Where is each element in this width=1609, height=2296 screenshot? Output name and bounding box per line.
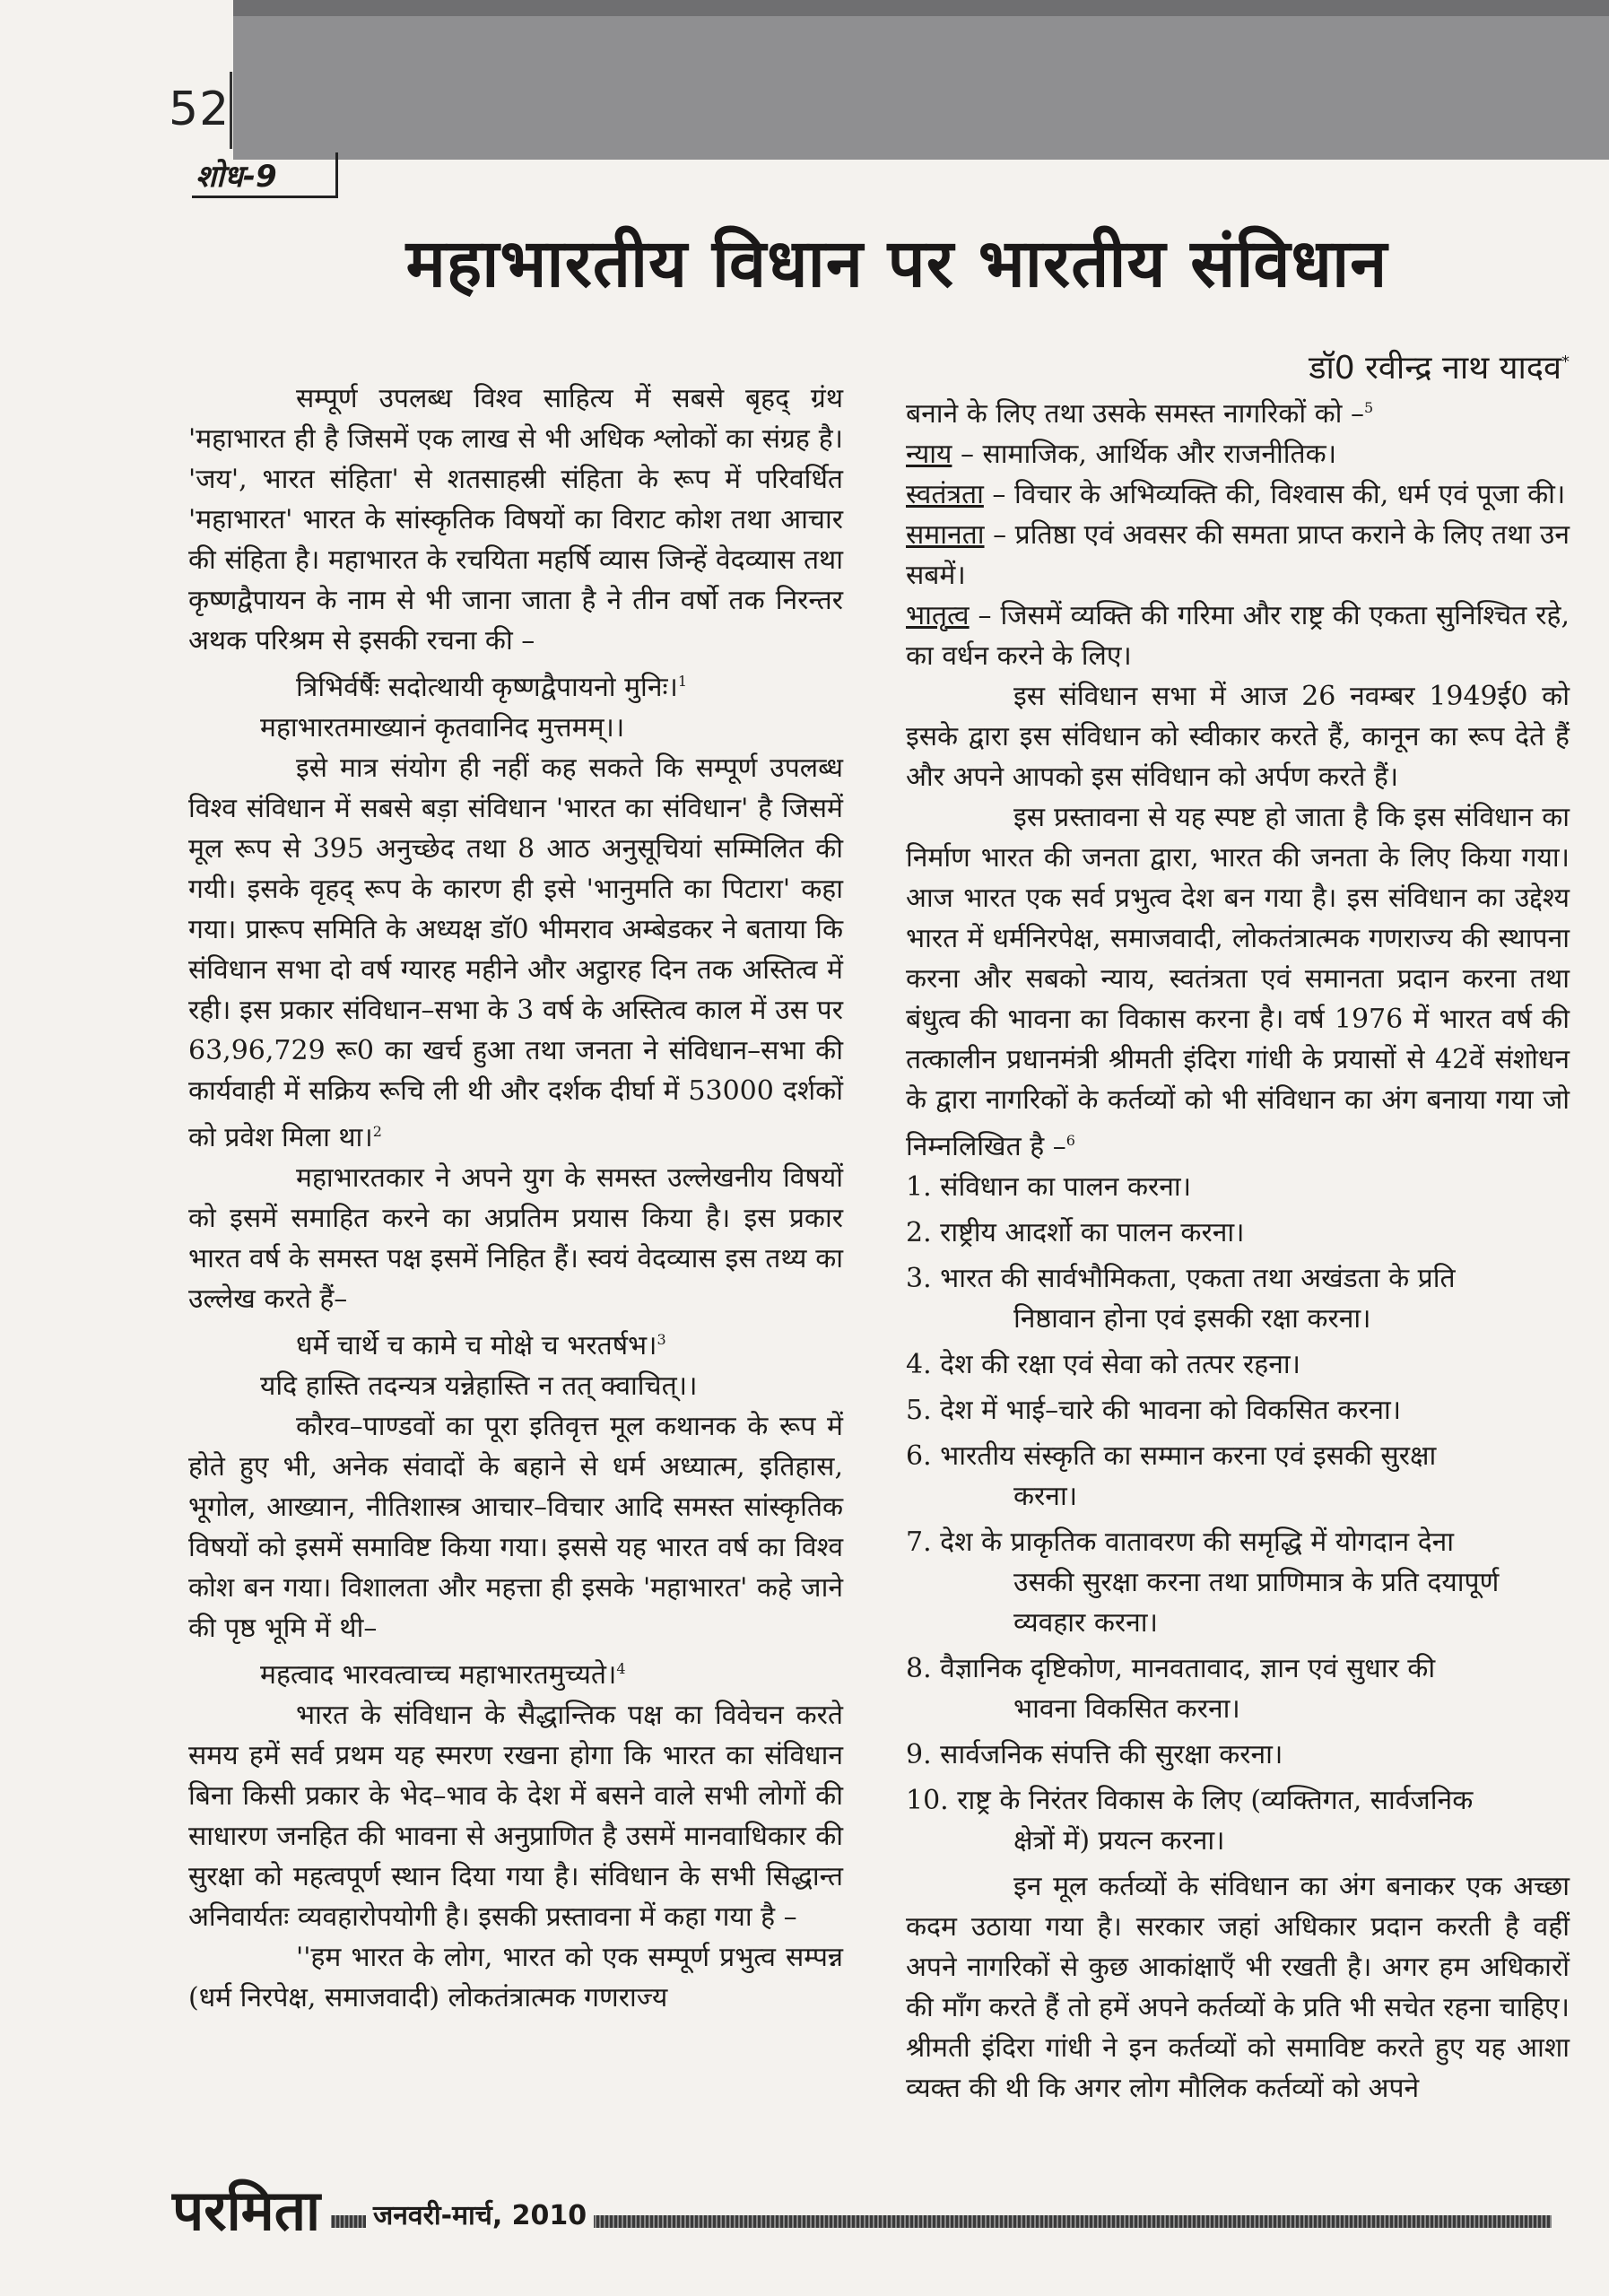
paragraph: सम्पूर्ण उपलब्ध विश्व साहित्य में सबसे बृहद् ग्रंथ 'महाभारत ही है जिसमें एक लाख से भी अधिक श्लोकों का संग्रह है। 'जय', भारत संहिता' से शतसाहस्री संहिता के रूप में परिवर्धित 'महाभारत' भारत के सांस्कृतिक विषयों का विराट कोश तथा आचार की संहिता है। महाभारत के रचयिता महर्षि व्यास जिन्हें वेदव्यास तथा कृष्णद्वैपायन के नाम से भी जाना जाता है ने तीन वर्षो तक निरन्तर अथक परिश्रम से इसकी रचना की – (188, 383, 843, 657)
author-line (1148, 344, 1570, 388)
paragraph: महाभारतकार ने अपने युग के समस्त उल्लेखनीय विषयों को इसमें समाहित करने का अप्रतिम प्रयास किया है। इस प्रकार भारत वर्ष के समस्त पक्ष इसमें निहित हैं। स्वयं वेदव्यास इस तथ्य का उल्लेख करते हैं– (188, 1162, 843, 1315)
paragraph: बनाने के लिए तथा उसके समस्त नागरिकों को –$^5$ (906, 398, 1374, 430)
footnote-ref: 2 (372, 1123, 382, 1140)
left-column (188, 378, 843, 2018)
verse-line: महाभारतमाख्यानं कृतवानिद मुत्तमम्।। (260, 712, 625, 744)
magazine-logo: परमिता (161, 2179, 331, 2242)
footnote-ref: 5 (1364, 399, 1374, 416)
author-name: डॉ0 रवीन्द्र नाथ यादव (1309, 350, 1561, 387)
section-tag: शोध-9 (196, 159, 277, 195)
header-band (233, 0, 1609, 160)
list-item: 2. राष्ट्रीय आदर्शो का पालन करना। (906, 1217, 1245, 1248)
article-title: महाभारतीय विधान पर भारतीय संविधान (405, 225, 1388, 302)
section-tag-rule-vertical (335, 152, 338, 197)
footnote-ref: 4 (616, 1660, 626, 1677)
issue-date: जनवरी-मार्च, 2010 (366, 2196, 594, 2232)
verse-line: धर्मे चार्थे च कामे च मोक्षे च भरतर्षभ।$^3$ (296, 1330, 666, 1361)
verse-line: महत्वाद भारवत्वाच्च महाभारतमुच्यते।$^4$ (260, 1659, 626, 1691)
term-fraternity: भातृत्व (906, 600, 970, 631)
paragraph: भारत के संविधान के सैद्धान्तिक पक्ष का विवेचन करते समय हमें सर्व प्रथम यह स्मरण रखना होगा कि भारत का संविधान बिना किसी प्रकार के भेद–भाव के देश में बसने वाले सभी लोगों की साधारण जनहित की भावना से अनुप्राणित है उसमें मानवाधिकार की सुरक्षा को महत्वपूर्ण स्थान दिया गया है। संविधान के सभी सिद्धान्त अनिवार्यतः व्यवहारोपयोगी है। इसकी प्रस्तावना में कहा गया है – (188, 1700, 843, 1933)
duties-list (906, 1167, 1570, 1861)
paragraph: इन मूल कर्तव्यों के संविधान का अंग बनाकर एक अच्छा कदम उठाया गया है। सरकार जहां अधिकार प्रदान करती है वहीं अपने नागरिकों से कुछ आकांक्षाएँ भी रखती है। अगर हम अधिकारों की माँग करते हैं तो हमें अपने कर्तव्यों के प्रति भी सचेत रहना चाहिए। श्रीमती इंदिरा गांधी ने इन कर्तव्यों को समाविष्ट करते हुए यह आशा व्यक्त की थी कि अगर लोग मौलिक कर्तव्यों को अपने (906, 1871, 1570, 2104)
footnote-ref: 6 (1065, 1132, 1075, 1149)
section-tag-rule-horizontal (192, 196, 338, 198)
preamble-equality: समानता – प्रतिष्ठा एवं अवसर की समता प्राप्त कराने के लिए तथा उन सबमें। (906, 519, 1570, 591)
term-justice: न्याय (906, 439, 952, 470)
page-number: 52 (169, 83, 230, 136)
page-number-divider (230, 72, 232, 149)
paragraph: इस संविधान सभा में आज 26 नवम्बर 1949ई0 को इसके द्वारा इस संविधान को स्वीकार करते हैं, कानून का रूप देते हैं और अपने आपको इस संविधान को अर्पण करते हैं। (906, 681, 1570, 793)
list-item: 7. देश के प्राकृतिक वातावरण की समृद्धि में योगदान देना उसकी सुरक्षा करना तथा प्राणिमात्र के प्रति दयापूर्ण व्यवहार करना। (906, 1526, 1500, 1639)
footnote-ref: 1 (677, 673, 688, 690)
header-band-edge (233, 0, 1609, 16)
term-equality: समानता (906, 519, 985, 551)
list-item: 4. देश की रक्षा एवं सेवा को तत्पर रहना। (906, 1349, 1301, 1380)
term-liberty: स्वतंत्रता (906, 479, 984, 510)
list-item: 8. वैज्ञानिक दृष्टिकोण, मानवतावाद, ज्ञान एवं सुधार की भावना विकसित करना। (906, 1653, 1436, 1725)
paragraph: इस प्रस्तावना से यह स्पष्ट हो जाता है कि इस संविधान का निर्माण भारत की जनता द्वारा, भारत की जनता के लिए किया गया। आज भारत एक सर्व प्रभुत्व देश बन गया है। इस संविधान का उद्देश्य भारत में धर्मनिरपेक्ष, समाजवादी, लोकतंत्रात्मक गणराज्य की स्थापना करना और सबको न्याय, स्वतंत्रता एवं समानता प्रदान करना तथा बंधुत्व की भावना का विकास करना है। वर्ष 1976 में भारत वर्ष की तत्कालीन प्रधानमंत्री श्रीमती इंदिरा गांधी के प्रयासों से 42वें संशोधन के द्वारा नागरिकों के कर्तव्यों को भी संविधान का अंग बनाया गया जो निम्नलिखित है –$^6$ (906, 802, 1570, 1162)
preamble-liberty: स्वतंत्रता – विचार के अभिव्यक्ति की, विश्वास की, धर्म एवं पूजा की। (906, 479, 1566, 510)
list-item: 10. राष्ट्र के निरंतर विकास के लिए (व्यक्तिगत, सार्वजनिक क्षेत्रों में) प्रयत्न करना। (906, 1785, 1474, 1857)
preamble-justice: न्याय – सामाजिक, आर्थिक और राजनीतिक। (906, 439, 1337, 470)
right-column (906, 387, 1570, 2109)
list-item: 5. देश में भाई–चारे की भावना को विकसित करना। (906, 1395, 1402, 1426)
list-item: 9. सार्वजनिक संपत्ति की सुरक्षा करना। (906, 1739, 1283, 1770)
footnote-ref: 3 (657, 1331, 666, 1348)
author-footnote-mark: * (1561, 352, 1570, 371)
list-item: 6. भारतीय संस्कृति का सम्मान करना एवं इसकी सुरक्षा करना। (906, 1440, 1437, 1512)
paragraph: इसे मात्र संयोग ही नहीं कह सकते कि सम्पूर्ण उपलब्ध विश्व संविधान में सबसे बड़ा संविधान 'भारत का संविधान' है जिसमें मूल रूप से 395 अनुच्छेद तथा 8 आठ अनुसूचियां सम्मिलित की गयी। इसके वृहद् रूप के कारण ही इसे 'भानुमति का पिटारा' कहा गया। प्रारूप समिति के अध्यक्ष डॉ0 भीमराव अम्बेडकर ने बताया कि संविधान सभा दो वर्ष ग्यारह महीने और अट्ठारह दिन तक अस्तित्व में रही। इस प्रकार संविधान–सभा के 3 वर्ष के अस्तित्व काल में उस पर 63,96,729 रू0 का खर्च हुआ तथा जनता ने संविधान–सभा की कार्यवाही में सक्रिय रूचि ली थी और दर्शक दीर्घा में 53000 दर्शकों को प्रवेश मिला था।$^2$ (188, 752, 843, 1153)
preamble-fraternity: भातृत्व – जिसमें व्यक्ति की गरिमा और राष्ट्र की एकता सुनिश्चित रहे, का वर्धन करने के लिए। (906, 600, 1570, 672)
paragraph: कौरव–पाण्डवों का पूरा इतिवृत्त मूल कथानक के रूप में होते हुए भी, अनेक संवादों के बहाने से धर्म अध्यात्म, इतिहास, भूगोल, आख्यान, नीतिशास्त्र आचार–विचार आदि समस्त सांस्कृतिक विषयों को इसमें समाविष्ट किया गया। इससे यह भारत वर्ष का विश्व कोश बन गया। विशालता और महत्ता ही इसके 'महाभारत' कहे जाने की पृष्ठ भूमि में थी– (188, 1411, 843, 1644)
verse-line: यदि हास्ति तदन्यत्र यन्नेहास्ति न तत् क्वाचित्।। (260, 1370, 698, 1402)
list-item: 3. भारत की सार्वभौमिकता, एकता तथा अखंडता के प्रति निष्ठावान होना एवं इसकी रक्षा करना। (906, 1263, 1456, 1335)
list-item: 1. संविधान का पालन करना। (906, 1171, 1192, 1203)
verse-line: त्रिभिर्वर्षैः सदोत्थायी कृष्णद्वैपायनो मुनिः।$^1$ (296, 672, 688, 703)
paragraph: ''हम भारत के लोग, भारत को एक सम्पूर्ण प्रभुत्व सम्पन्न (धर्म निरपेक्ष, समाजवादी) लोकतंत्रात्मक गणराज्य (188, 1942, 843, 2013)
